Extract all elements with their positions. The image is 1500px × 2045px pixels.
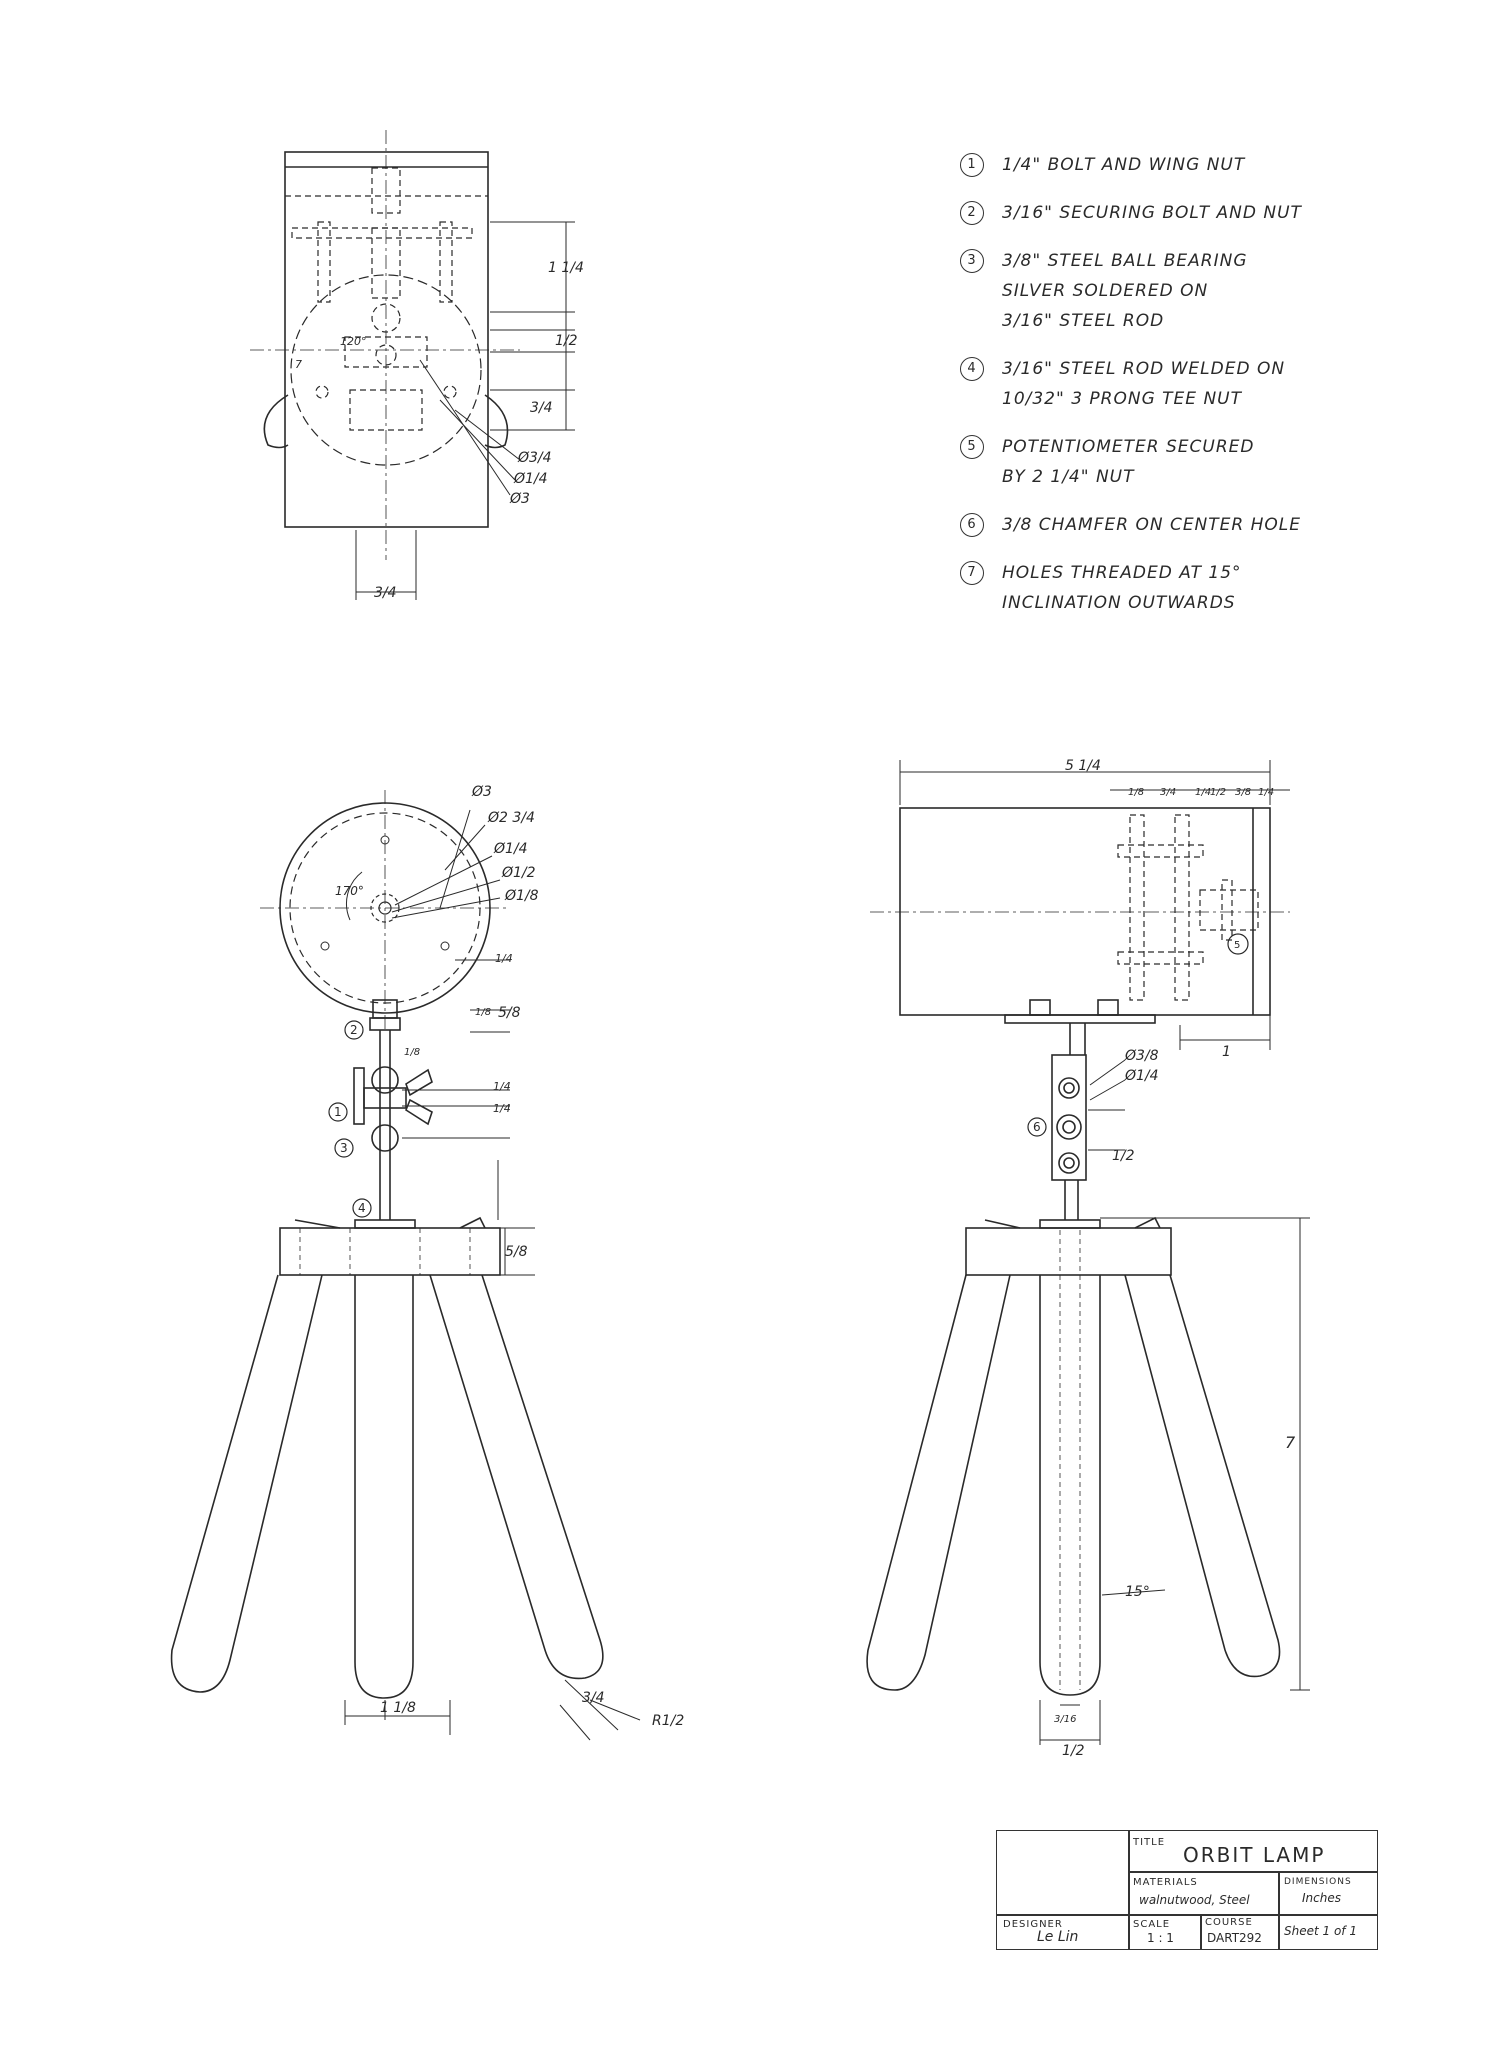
front-dim-label: Ø1/8 (505, 888, 539, 904)
front-dim-label: 5/8 (505, 1244, 528, 1260)
front-view (172, 790, 640, 1740)
top-dim-label: 1/2 (555, 333, 578, 349)
course-value: DART292 (1207, 1931, 1262, 1945)
front-dim-label: 1/4 (493, 1102, 511, 1115)
front-dim-label: Ø2 3/4 (488, 810, 535, 826)
note-item (960, 150, 1380, 180)
sheet-value: Sheet 1 of 1 (1284, 1924, 1357, 1938)
note-text: 3/16" SECURING BOLT AND NUT (1002, 203, 1302, 223)
note-item (960, 558, 1380, 618)
side-dim-label: 3/4 (1160, 787, 1177, 798)
top-dim-label: Ø3/4 (518, 450, 552, 466)
scale-label: SCALE (1133, 1919, 1171, 1930)
course-label: COURSE (1205, 1917, 1253, 1928)
note-item (960, 354, 1380, 414)
side-dim-label: 1/2 (1112, 1148, 1135, 1164)
side-dim-label: 1 (1222, 1044, 1231, 1060)
front-dim-label: 3/4 (582, 1690, 605, 1706)
side-dim-label: Ø1/4 (1125, 1068, 1159, 1084)
side-dim-label: 1/4 (1195, 787, 1212, 798)
materials-value: walnutwood, Steel (1139, 1893, 1250, 1907)
front-dim-label: Ø1/2 (502, 865, 536, 881)
scale-value: 1 : 1 (1147, 1931, 1174, 1945)
side-dim-label: 7 (1285, 1433, 1296, 1452)
side-balloon: 6 (1033, 1120, 1041, 1134)
note-number: 5 (960, 435, 984, 459)
front-dim-label: R1/2 (652, 1713, 685, 1729)
top-dim-label: Ø1/4 (514, 471, 548, 487)
front-balloon: 3 (340, 1141, 348, 1155)
note-number: 7 (960, 561, 984, 585)
side-view (867, 760, 1310, 1745)
title-block (996, 1830, 1378, 1950)
dimensions-value: Inches (1302, 1891, 1341, 1905)
materials-label: MATERIALS (1133, 1877, 1198, 1888)
front-dim-label: Ø1/4 (494, 841, 528, 857)
note-item (960, 510, 1380, 540)
title-label: TITLE (1133, 1837, 1166, 1848)
side-dim-label: 15° (1125, 1584, 1150, 1600)
side-dim-label: 1/2 (1062, 1743, 1085, 1759)
top-dim-label: 3/4 (530, 400, 553, 416)
note-text: 3/16" STEEL ROD WELDED ON 10/32" 3 PRONG TEE NUT (1002, 359, 1286, 409)
front-balloon: 4 (358, 1201, 366, 1215)
note-number: 3 (960, 249, 984, 273)
side-dim-label: 5 1/4 (1065, 758, 1101, 774)
side-dim-label: 1/8 (1128, 787, 1145, 798)
top-dim-label: 1 1/4 (548, 260, 584, 276)
front-balloon: 1 (334, 1105, 342, 1119)
top-dim-label: 120° (340, 335, 367, 348)
front-dim-label: 1 1/8 (380, 1700, 416, 1716)
front-dim-label: 1/4 (495, 952, 513, 965)
front-dim-label: 1/8 (475, 1007, 492, 1018)
side-dim-label: 3/16 (1054, 1714, 1077, 1725)
note-text: 3/8" STEEL BALL BEARING SILVER SOLDERED ON 3/16" STEEL ROD (1002, 251, 1248, 331)
note-text: HOLES THREADED AT 15° INCLINATION OUTWARDS (1002, 563, 1242, 613)
designer-label: DESIGNER (1003, 1919, 1063, 1930)
top-dim-label: 3/4 (374, 585, 397, 601)
note-number: 6 (960, 513, 984, 537)
front-dim-label: 170° (335, 884, 364, 898)
title-value: ORBIT LAMP (1183, 1843, 1326, 1867)
front-balloon: 2 (350, 1023, 358, 1037)
front-dim-label: 5/8 (498, 1005, 521, 1021)
designer-value: Le Lin (1037, 1929, 1079, 1945)
side-dim-label: 1/4 (1258, 787, 1275, 798)
note-item (960, 198, 1380, 228)
note-text: POTENTIOMETER SECURED BY 2 1/4" NUT (1002, 437, 1255, 487)
note-item (960, 432, 1380, 492)
note-number: 4 (960, 357, 984, 381)
top-dim-label: 7 (295, 358, 302, 371)
note-number: 1 (960, 153, 984, 177)
note-text: 3/8 CHAMFER ON CENTER HOLE (1002, 515, 1301, 535)
note-item (960, 246, 1380, 336)
note-number: 2 (960, 201, 984, 225)
top-dim-label: Ø3 (510, 491, 530, 507)
side-dim-label: Ø3/8 (1125, 1048, 1159, 1064)
front-dim-label: 1/8 (404, 1047, 421, 1058)
side-dim-label: 1/2 (1210, 787, 1227, 798)
dimensions-label: DIMENSIONS (1284, 1877, 1352, 1887)
front-dim-label: Ø3 (472, 784, 492, 800)
notes-list (960, 150, 1380, 636)
side-dim-label: 3/8 (1235, 787, 1252, 798)
side-balloon: 5 (1234, 940, 1241, 951)
front-dim-label: 1/4 (493, 1080, 511, 1093)
note-text: 1/4" BOLT AND WING NUT (1002, 155, 1246, 175)
